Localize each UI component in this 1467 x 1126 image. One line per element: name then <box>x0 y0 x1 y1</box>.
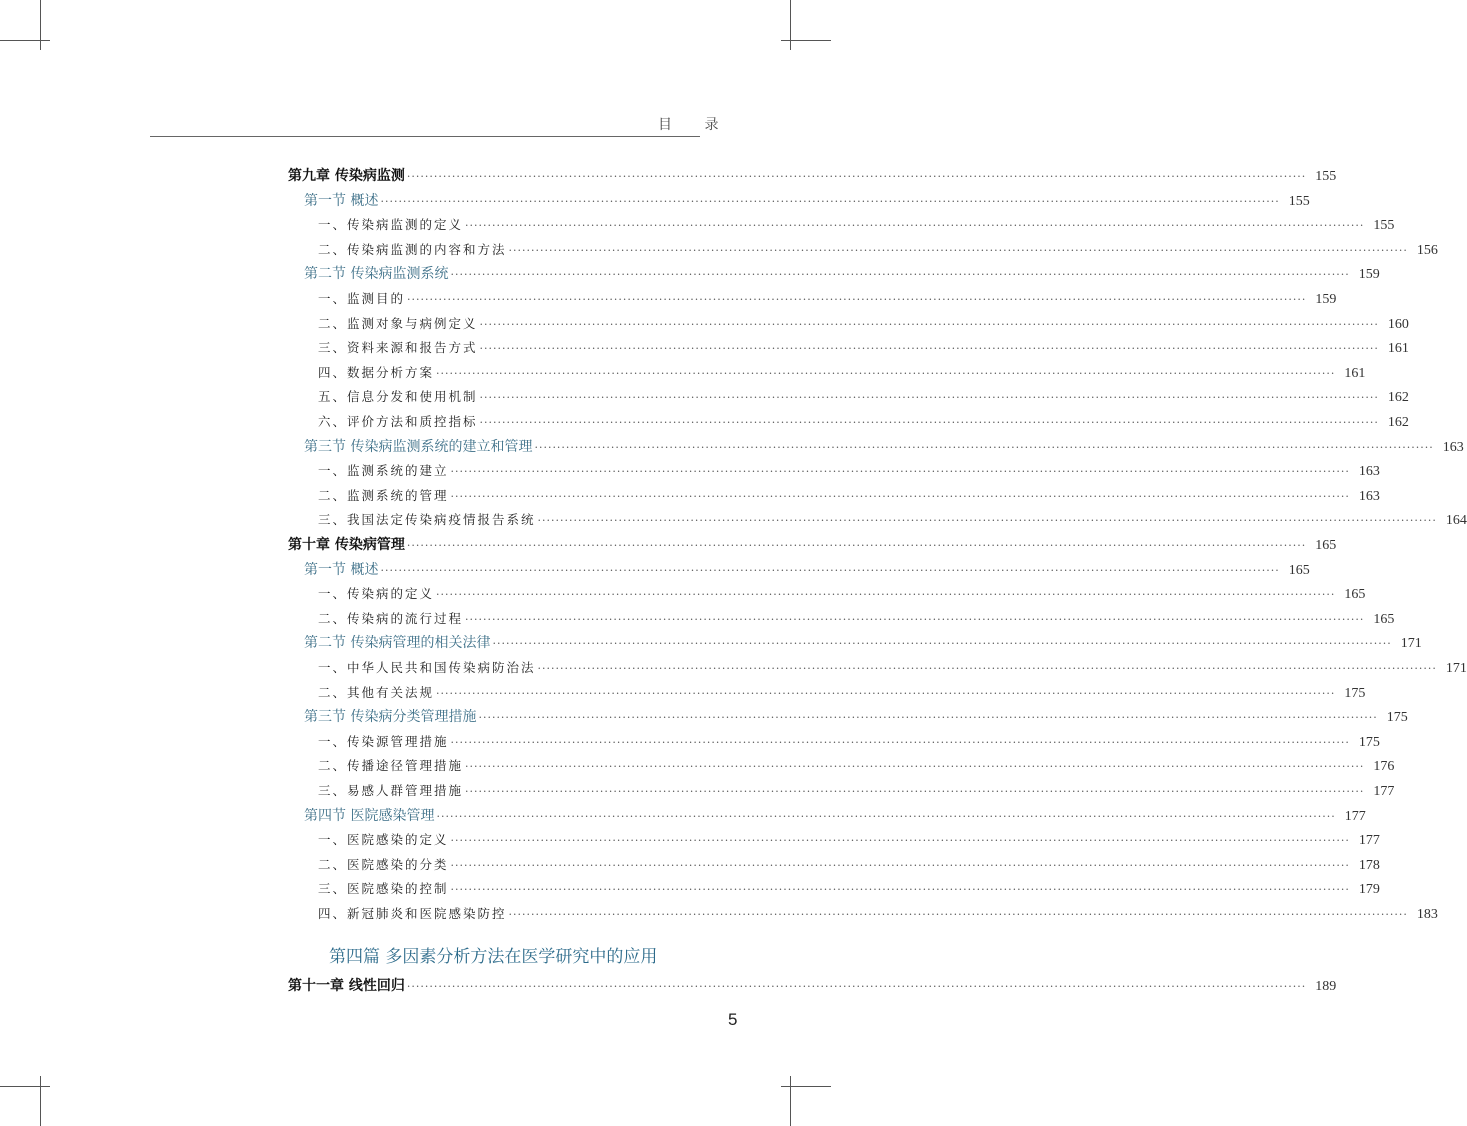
crop-mark <box>790 1076 791 1126</box>
toc-entry-page: 159 <box>1358 267 1380 283</box>
toc-entry-title: 一、传染病的定义 <box>318 586 435 602</box>
toc-entry-page: 171 <box>1445 661 1467 676</box>
dot-leader: ········································································································································································································ <box>407 293 1307 306</box>
toc-entry-title: 第四节 医院感染管理 <box>304 807 435 824</box>
dot-leader: ········································································································································································································ <box>380 563 1280 577</box>
toc-entry-section[interactable] <box>304 804 1366 828</box>
toc-entry-page: 163 <box>1358 488 1380 504</box>
toc-entry-title: 三、易感人群管理措施 <box>318 783 464 798</box>
crop-mark <box>781 1086 831 1087</box>
toc-entry-page: 161 <box>1344 365 1366 381</box>
toc-entry-item[interactable] <box>318 361 1366 385</box>
dot-leader: ········································································································································································································ <box>508 908 1408 921</box>
dot-leader: ········································································································································································································ <box>450 465 1350 479</box>
toc-entry-item[interactable] <box>318 656 1467 680</box>
toc-entry-title: 三、我国法定传染病疫情报告系统 <box>318 512 536 528</box>
toc-entry-page: 183 <box>1416 907 1438 922</box>
toc-entry-title: 二、监测系统的管理 <box>318 487 449 503</box>
toc-entry-item[interactable] <box>318 681 1366 705</box>
toc-entry-page: 164 <box>1445 513 1467 529</box>
toc-entry-page: 165 <box>1288 562 1310 578</box>
toc-entry-item[interactable] <box>318 410 1409 434</box>
toc-entry-title: 一、传染病监测的定义 <box>318 217 464 233</box>
dot-leader: ········································································································································································································ <box>478 711 1378 725</box>
dot-leader: ········································································································································································································ <box>465 760 1365 774</box>
toc-entry-item[interactable] <box>318 853 1380 877</box>
toc-entry-title: 一、中华人民共和国传染病防治法 <box>318 660 536 675</box>
toc-entry-page: 160 <box>1387 316 1409 332</box>
toc-entry-page: 175 <box>1358 734 1380 750</box>
toc-entry-title: 二、传染病的流行过程 <box>318 610 464 626</box>
toc-entry-title: 第一节 概述 <box>304 561 379 578</box>
toc-entry-title: 三、资料来源和报告方式 <box>318 340 478 356</box>
toc-entry-section[interactable] <box>304 705 1408 729</box>
toc-entry-item[interactable] <box>318 287 1337 311</box>
toc-entry-item[interactable] <box>318 902 1438 926</box>
toc-entry-page: 165 <box>1315 538 1337 553</box>
dot-leader: ········································································································································································································ <box>406 980 1307 993</box>
toc-entry-item[interactable] <box>318 828 1380 852</box>
dot-leader: ········································································································································································································ <box>450 735 1350 749</box>
toc-entry-page: 178 <box>1358 857 1380 873</box>
dot-leader: ········································································································································································································ <box>380 194 1280 208</box>
toc-entry-section[interactable] <box>304 631 1422 655</box>
toc-entry-page: 177 <box>1358 833 1380 849</box>
page-number: 5 <box>728 1010 738 1029</box>
dot-leader: ········································································································································································································ <box>465 219 1365 233</box>
toc-entry-title: 一、传染源管理措施 <box>318 733 449 749</box>
dot-leader: ········································································································································································································ <box>436 366 1336 380</box>
toc-entry-item[interactable] <box>318 754 1395 778</box>
dot-leader: ········································································································································································································ <box>479 416 1379 429</box>
toc-entry-section[interactable] <box>304 435 1464 459</box>
toc-entry-item[interactable] <box>318 730 1380 754</box>
toc-entry-item[interactable] <box>318 484 1380 508</box>
toc-entry-title: 第十一章 线性回归 <box>288 978 405 994</box>
crop-mark <box>40 0 41 50</box>
toc-entry-title: 五、信息分发和使用机制 <box>318 389 478 405</box>
dot-leader: ········································································································································································································ <box>436 588 1336 602</box>
dot-leader: ········································································································································································································ <box>436 686 1336 700</box>
toc-entry-page: 175 <box>1386 710 1408 726</box>
toc-entry-page: 179 <box>1358 882 1380 898</box>
toc-entry-title: 第二节 传染病管理的相关法律 <box>304 635 491 652</box>
toc-entry-page: 162 <box>1387 415 1409 430</box>
toc-entry-page: 155 <box>1315 169 1337 184</box>
toc-entry-title: 第三节 传染病分类管理措施 <box>304 709 477 726</box>
toc-entry-page: 165 <box>1373 611 1395 627</box>
dot-leader: ········································································································································································································ <box>479 317 1379 331</box>
toc-entry-title: 一、监测目的 <box>318 291 406 306</box>
crop-mark <box>790 0 791 50</box>
toc-entry-page: 176 <box>1373 759 1395 775</box>
dot-leader: ········································································································································································································ <box>450 489 1350 503</box>
crop-mark <box>40 1076 41 1126</box>
toc-entry-title: 第九章 传染病监测 <box>288 168 405 184</box>
toc-entry-page: 177 <box>1373 784 1395 799</box>
toc-entry-page: 163 <box>1358 464 1380 480</box>
dot-leader: ········································································································································································································ <box>537 662 1437 675</box>
crop-mark <box>781 40 831 41</box>
toc-entry-title: 第一节 概述 <box>304 192 379 209</box>
toc-entry-item[interactable] <box>318 877 1380 901</box>
dot-leader: ········································································································································································································ <box>450 883 1350 897</box>
toc-entry-title: 六、评价方法和质控指标 <box>318 414 478 429</box>
toc-entry-page: 162 <box>1387 390 1409 406</box>
toc-entry-page: 155 <box>1373 218 1395 234</box>
toc-entry-title: 一、医院感染的定义 <box>318 832 449 848</box>
toc-entry-page: 177 <box>1344 808 1366 824</box>
toc-entry-title: 四、新冠肺炎和医院感染防控 <box>318 906 507 921</box>
toc-entry-title: 第三节 传染病监测系统的建立和管理 <box>304 438 533 455</box>
toc-entry-item[interactable] <box>318 582 1366 606</box>
dot-leader: ········································································································································································································ <box>534 440 1434 454</box>
dot-leader: ········································································································································································································ <box>406 170 1307 183</box>
crop-mark <box>0 1086 50 1087</box>
toc-entry-page: 165 <box>1344 587 1366 603</box>
running-header: 目 录 <box>658 117 733 133</box>
dot-leader: ········································································································································································································ <box>436 809 1336 823</box>
toc-entry-page: 156 <box>1416 242 1438 258</box>
toc-entry-title: 三、医院感染的控制 <box>318 881 449 897</box>
dot-leader: ········································································································································································································ <box>508 243 1408 257</box>
toc-entry-section[interactable] <box>304 189 1310 213</box>
toc-entry-item[interactable] <box>318 385 1409 409</box>
toc-entry-page: 171 <box>1400 636 1422 652</box>
toc-entry-chapter[interactable] <box>288 974 1337 998</box>
dot-leader: ········································································································································································································ <box>492 637 1392 651</box>
toc-entry-item[interactable] <box>318 508 1467 532</box>
toc-entry-chapter[interactable] <box>288 533 1337 557</box>
toc-entry-item[interactable] <box>318 607 1395 631</box>
dot-leader: ········································································································································································································ <box>537 514 1437 528</box>
toc-entry-item[interactable] <box>318 238 1438 262</box>
toc-entry-title: 二、监测对象与病例定义 <box>318 315 478 331</box>
toc-entry-title: 二、其他有关法规 <box>318 684 435 700</box>
toc-entry-section[interactable] <box>304 558 1310 582</box>
dot-leader: ········································································································································································································ <box>450 858 1350 872</box>
crop-mark <box>0 40 50 41</box>
toc-entry-title: 一、监测系统的建立 <box>318 463 449 479</box>
header-rule <box>150 136 700 137</box>
toc-entry-item[interactable] <box>318 779 1395 803</box>
part-title: 第四篇 多因素分析方法在医学研究中的应用 <box>329 947 658 967</box>
toc-entry-title: 二、医院感染的分类 <box>318 856 449 872</box>
toc-entry-page: 159 <box>1315 292 1337 307</box>
toc-entry-item[interactable] <box>318 213 1395 237</box>
toc-entry-page: 163 <box>1442 439 1464 455</box>
toc-entry-item[interactable] <box>318 459 1380 483</box>
toc-entry-section[interactable] <box>304 262 1380 286</box>
toc-entry-page: 155 <box>1288 193 1310 209</box>
toc-entry-page: 161 <box>1387 341 1409 357</box>
dot-leader: ········································································································································································································ <box>406 539 1307 552</box>
dot-leader: ········································································································································································································ <box>450 834 1350 848</box>
toc-entry-title: 四、数据分析方案 <box>318 364 435 380</box>
toc-entry-title: 二、传染病监测的内容和方法 <box>318 241 507 257</box>
toc-entry-page: 189 <box>1315 979 1337 994</box>
dot-leader: ········································································································································································································ <box>465 785 1365 798</box>
toc-entry-item[interactable] <box>318 336 1409 360</box>
toc-entry-item[interactable] <box>318 312 1409 336</box>
dot-leader: ········································································································································································································ <box>465 612 1365 626</box>
dot-leader: ········································································································································································································ <box>479 391 1379 405</box>
dot-leader: ········································································································································································································ <box>479 342 1379 356</box>
toc-entry-title: 第十章 传染病管理 <box>288 537 405 553</box>
toc-entry-chapter[interactable] <box>288 164 1337 188</box>
toc-entry-page: 175 <box>1344 685 1366 701</box>
dot-leader: ········································································································································································································ <box>450 268 1350 282</box>
toc-entry-title: 第二节 传染病监测系统 <box>304 266 449 283</box>
toc-entry-title: 二、传播途径管理措施 <box>318 758 464 774</box>
